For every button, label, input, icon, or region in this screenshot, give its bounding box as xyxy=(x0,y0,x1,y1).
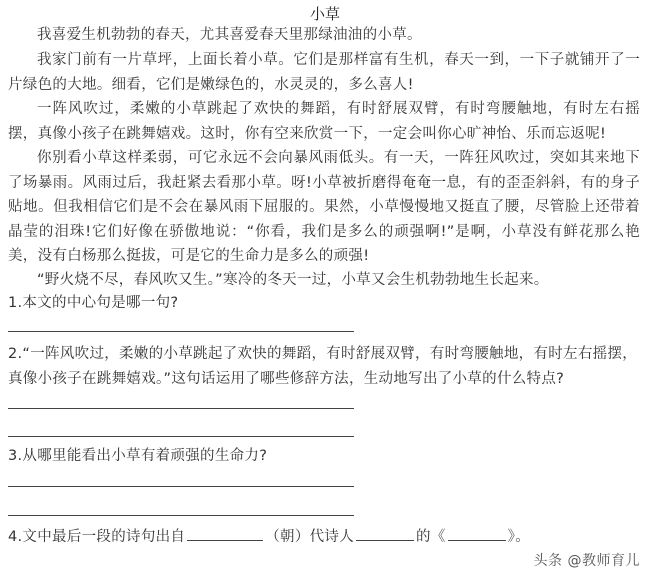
paragraph-1: 我喜爱生机勃勃的春天，尤其喜爱春天里那绿油油的小草。 xyxy=(37,27,422,43)
paragraph-5: “野火烧不尽，春风吹又生。”寒冷的冬天一过，小草又会生机勃勃地生长起来。 xyxy=(37,272,549,288)
question-4-part2: （朝）代诗人 xyxy=(265,529,355,545)
document-title: 小草 xyxy=(309,5,340,23)
question-3: 3.从哪里能看出小草有着顽强的生命力? xyxy=(8,448,268,464)
paragraph-4: 你别看小草这样柔弱，可它永远不会向暴风雨低头。有一天，一阵狂风吹过，突如其来地下了场暴雨。风雨过后，我赶紧去看那小草。呀!小草被折磨得奄奄一息，有的歪歪斜斜，有的身子贴地。但我相信它们是不会在暴风雨下屈服的。果然，小草慢慢地又挺直了腰，尽管脸上还带着晶莹的泪珠!它们好像在骄傲地说：“你看，我们是多么的顽强啊!”是啊，小草没有鲜花那么艳美，没有白杨那么挺拔，可是它的生命力是多么的顽强! xyxy=(8,150,640,265)
answer-line-q3-a[interactable] xyxy=(8,486,354,487)
blank-dynasty[interactable] xyxy=(187,526,263,541)
paragraph-2: 我家门前有一片草坪，上面长着小草。它们是那样富有生机，春天一到，一下子就铺开了一片绿色的大地。细看，它们是嫩绿色的，水灵灵的，多么喜人! xyxy=(8,52,640,93)
answer-line-q1[interactable] xyxy=(8,331,354,332)
question-1: 1.本文的中心句是哪一句? xyxy=(8,295,179,311)
question-4-part3: 的《 xyxy=(416,529,446,545)
answer-line-q3-b[interactable] xyxy=(8,515,354,516)
blank-poet[interactable] xyxy=(356,526,414,541)
question-4-part4: 》。 xyxy=(507,529,531,545)
question-2: 2.“一阵风吹过，柔嫩的小草跳起了欢快的舞蹈，有时舒展双臂，有时弯腰触地，有时左右摇摆，真像小孩子在跳舞嬉戏。”这句话运用了哪些修辞方法，生动地写出了小草的什么特点? xyxy=(8,346,638,387)
answer-line-q2-a[interactable] xyxy=(8,408,354,409)
question-4-prefix: 4.文中最后一段的诗句出自 xyxy=(8,529,186,545)
watermark: 头条 @教师育儿 xyxy=(533,553,640,569)
question-4 xyxy=(8,525,640,550)
blank-poem-title[interactable] xyxy=(448,526,506,541)
answer-line-q2-b[interactable] xyxy=(8,436,354,437)
paragraph-3: 一阵风吹过，柔嫩的小草跳起了欢快的舞蹈，有时舒展双臂，有时弯腰触地，有时左右摇摆，真像小孩子在跳舞嬉戏。这时，你有空来欣赏一下，一定会叫你心旷神怡、乐而忘返呢! xyxy=(8,101,640,142)
